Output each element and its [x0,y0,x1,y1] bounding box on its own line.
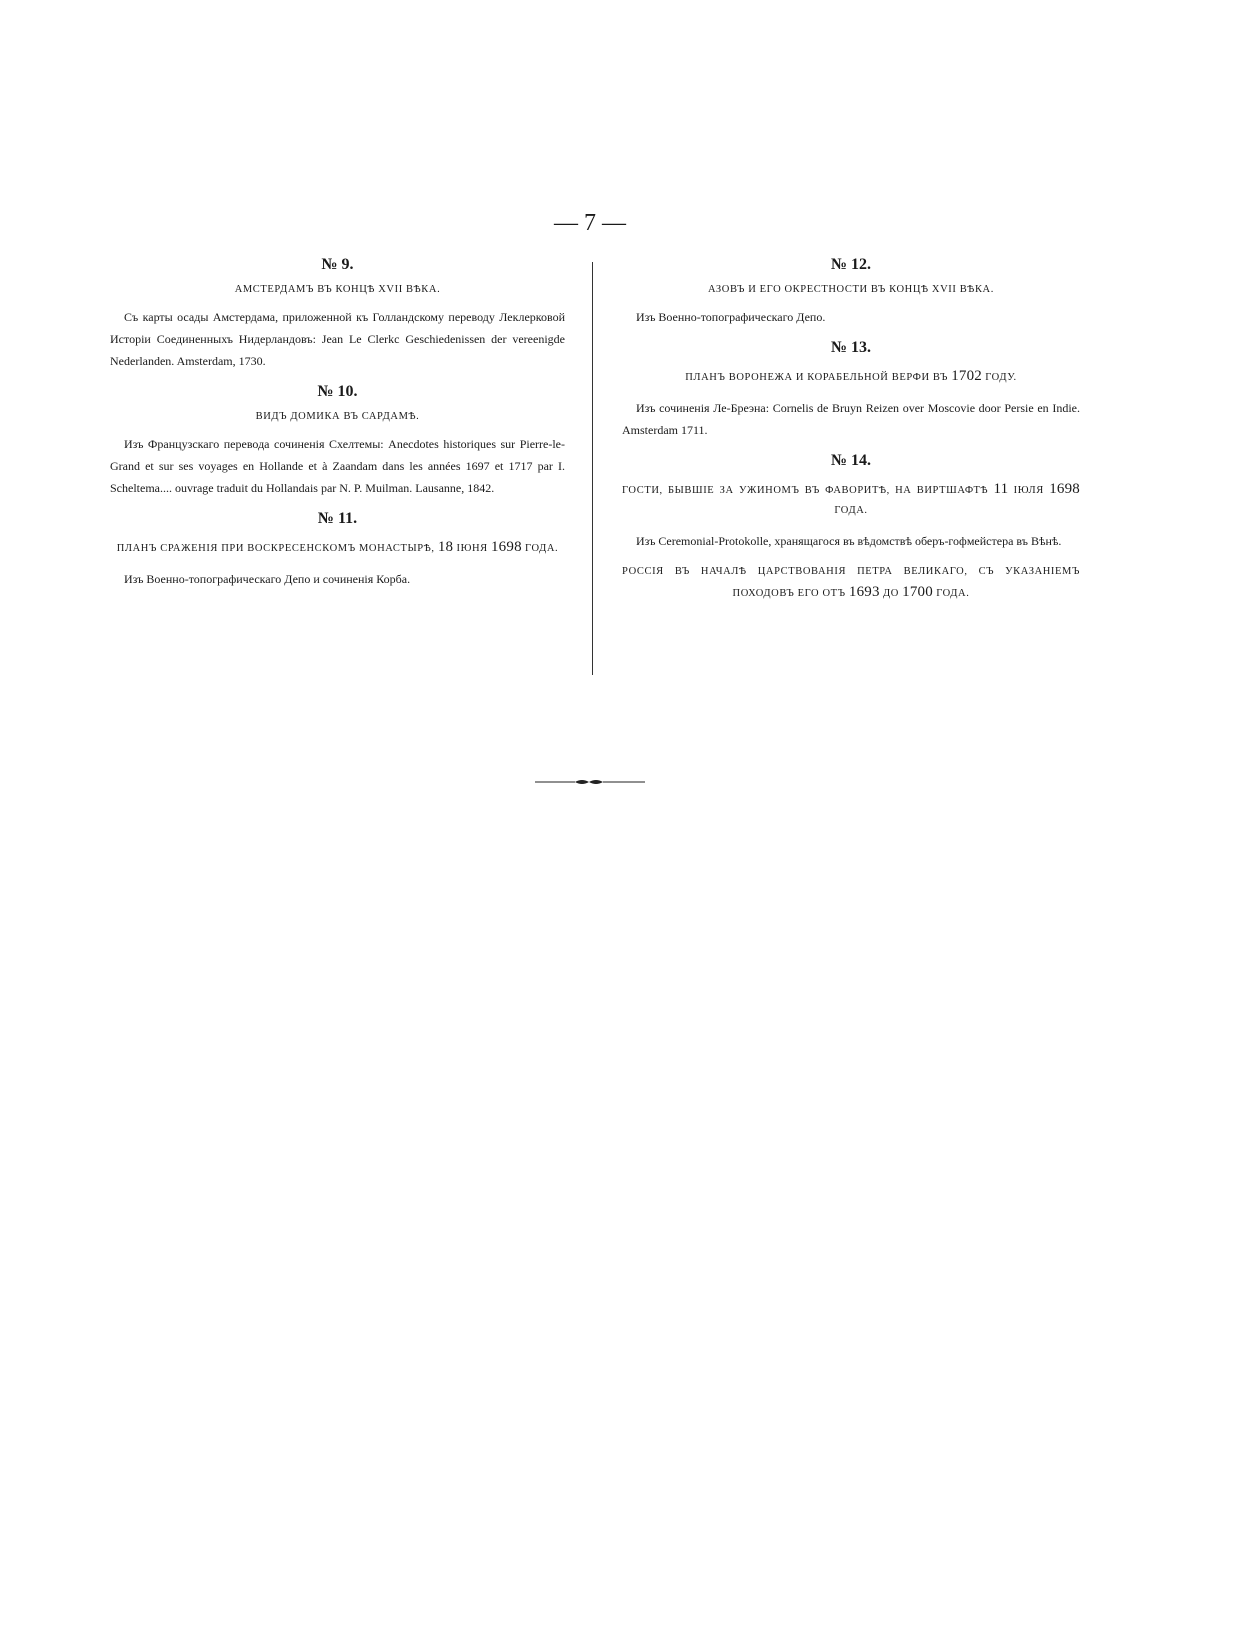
entry-number: № 11. [317,510,358,527]
entry-text: Съ карты осады Амстердама, приложенной къ Голландскому переводу Леклерковой Исторіи Соединенныхъ Нидерландовъ: Jean Le Clerkc Geschiedenissen der vereenigde Nederlanden. Amsterdam, 1730. [110,310,565,368]
entry-11 [110,509,565,590]
ornament-divider [535,777,645,787]
title-year: 1698 [490,539,522,555]
entry-text: Изъ Ceremonial-Protokolle, хранящагося въ вѣдомствѣ оберъ-гофмейстера въ Вѣнѣ. [636,534,1062,548]
title-mid: ДО [882,588,899,599]
title-year: 1698 [1049,481,1080,497]
entry-12 [622,255,1080,328]
entry-number: № 14. [830,452,872,469]
entry-number: № 13. [830,339,872,356]
title-main: ПЛАНЪ СРАЖЕНІЯ ПРИ ВОСКРЕСЕНСКОМЪ МОНАСТЫРѢ, [116,543,435,554]
title-main: ПЛАНЪ ВОРОНЕЖА И КОРАБЕЛЬНОЙ ВЕРФИ ВЪ [685,372,948,383]
title-month: ІЮНЯ [456,543,488,554]
title-month: ІЮЛЯ [1013,485,1044,496]
title-end: ГОДА. [936,588,970,599]
title-end: ГОДА. [834,505,868,516]
entry-title [110,537,565,559]
entry-text: Изъ Военно-топографическаго Депо. [636,310,826,324]
entry-title: АЗОВЪ И ЕГО ОКРЕСТНОСТИ ВЪ КОНЦѢ XVII ВѢКА. [708,284,994,295]
title-year-to: 1700 [902,584,933,600]
title-day: 11 [993,481,1009,497]
entry-text: Изъ сочиненія Ле-Бреэна: Cornelis de Bruyn Reizen over Moscovie door Persie en Indie. Amsterdam 1711. [622,401,1080,437]
page-number: — 7 — [554,210,626,236]
entry-text: Изъ Французскаго перевода сочиненія Схелтемы: Anecdotes historiques sur Pierre-le-Grand et sur ses voyages en Hollande et à Zaandam dans les années 1697 et 1717 par I. Scheltema.... ouvrage traduit du Hollandais par N. P. Muilman. Lausanne, 1842. [110,437,565,495]
entry-title [622,366,1080,388]
entry-14 [622,451,1080,552]
entry-map-russia [622,562,1080,604]
title-end: ГОДУ. [985,372,1017,383]
entry-title: АМСТЕРДАМЪ ВЪ КОНЦѢ XVII ВѢКА. [234,284,441,295]
entry-title: ВИДЪ ДОМИКА ВЪ САРДАМѢ. [255,411,420,422]
column-divider [592,262,593,675]
entry-number: № 10. [317,383,358,400]
left-column [110,255,565,600]
title-year-from: 1693 [848,584,880,600]
entry-13 [622,338,1080,441]
title-day: 18 [437,539,454,555]
entry-text: Изъ Военно-топографическаго Депо и сочиненія Корба. [124,572,411,586]
entry-number: № 9. [321,256,354,273]
entry-9 [110,255,565,372]
title-end: ГОДА. [525,543,559,554]
entry-title [622,562,1080,604]
entry-10 [110,382,565,499]
entry-title [622,479,1080,521]
title-year: 1702 [951,368,983,384]
title-main: РОССІЯ ВЪ НАЧАЛѢ ЦАРСТВОВАНІЯ ПЕТРА ВЕЛИКАГО, СЪ УКАЗАНІЕМЪ ПОХОДОВЪ ЕГО ОТЪ [622,566,1080,599]
entry-number: № 12. [830,256,872,273]
title-main: ГОСТИ, БЫВШІЕ ЗА УЖИНОМЪ ВЪ ФАВОРИТѢ, НА ВИРТШАФТѢ [622,485,989,496]
right-column [622,255,1080,613]
